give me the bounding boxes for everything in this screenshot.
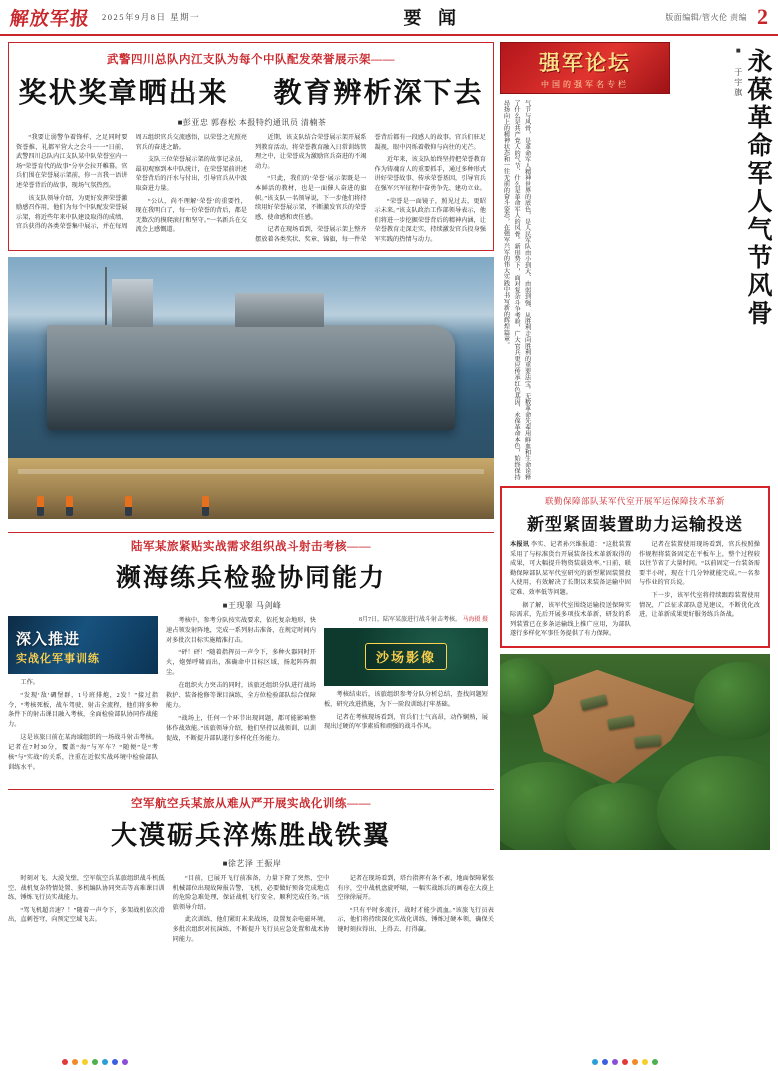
sailor-figure xyxy=(125,496,132,516)
color-dot xyxy=(82,1059,88,1065)
divider xyxy=(8,789,494,790)
sand-caption-credit: 马海摄 摄 xyxy=(462,616,488,623)
color-dot xyxy=(102,1059,108,1065)
ship-mast xyxy=(105,267,107,330)
right-column xyxy=(500,42,770,1069)
navy-ship-photo xyxy=(8,257,494,519)
commentary-body: 气节与风骨，是革命军人精神世界的底色，是人民军队由小到大、由弱到强、从胜利走向胜利的重要法宝。无数革命先辈用鲜血和生命诠释了什么是共产党人的气节、什么是革命军人的风骨。新形势下，面对复杂斗争考验，广大官兵更应传承红色基因、永葆革命本色，始终保持昂扬向上的精神状态和一往无前的奋斗姿态，在强军兴军的伟大实践中书写新的辉煌篇章。 xyxy=(502,100,531,480)
footer-color-bar-right xyxy=(592,1059,658,1065)
air-para: “目前，已展开飞行前准备，力量下降了突然，空中机械部位出现故障报告警，飞机，必要做好预备完成地点的危险急难处理，保证战机飞行安全、顺利完成任务。”该旅领导介绍。 xyxy=(172,875,330,911)
tree-canopy xyxy=(694,662,770,740)
logistics-shoulder-headline: 联勤保障部队某军代室开展军运保障技术革新 xyxy=(544,496,725,506)
lead-para: “荣誉是一面镜子，照见过去，更昭示未来。”该支队政治工作部领导表示，他们将进一步挖掘荣誉背后的精神内涵，让荣誉教育走深走实，持续激发官兵投身强军实践的热情与动力。 xyxy=(374,197,486,244)
sailor-figure xyxy=(66,496,73,516)
logistics-para: 据了解，该军代室围绕运输投送保障实际需求，先后开展多项技术革新，研发的系列装置已在多条运输线上推广应用，为部队遂行多样化军事任务提供了有力保障。 xyxy=(510,601,631,638)
sea-para: 在组织火力突击的同时，该旅还组织分队进行战场救护、装备抢修等课目演练，全方位检验部队综合保障能力。 xyxy=(166,682,316,710)
commentary-banner-subtitle: 中国的强军名专栏 xyxy=(541,79,629,89)
sea-para: “发现‘敌’碉堡群，1号班排炮，2发！”接过指令，“考核死板，战车驾驶、射击全流程，他们将多种条件下的射击课目融入考核，全面检验部队协同作战能力。 xyxy=(8,691,158,729)
logistics-body xyxy=(510,540,760,639)
air-para: “只有平时多流汗，战时才能少流血。”该旅飞行员表示，他们将持续深化实战化训练，锤炼过硬本领，确保关键时刻拉得出、上得去、打得赢。 xyxy=(337,906,494,934)
color-dot xyxy=(652,1059,658,1065)
air-para: “驾飞机超音速？！”随着一声令下，多架战机依次滑出，直刺苍穹，向预定空域飞去。 xyxy=(8,906,165,924)
sea-training-article xyxy=(8,527,494,776)
lead-para: 记者在现场看到，荣誉展示架上整齐摆放着各类奖状、奖章、锦旗，每一件荣誉背后都有一段感人的故事。官兵们驻足凝视，眼中闪烁着敬仰与向往的光芒。 xyxy=(255,134,486,244)
lead-para: “公认，尚不理解‘荣誉’的重要性，现在我明白了，每一份荣誉的背后，都是无数次的摸爬滚打和坚守。”一名新兵在交流会上感慨道。 xyxy=(135,197,247,234)
color-dot xyxy=(632,1059,638,1065)
lead-byline xyxy=(16,117,486,128)
sea-byline xyxy=(8,600,494,611)
lead-para: 近期，该支队结合荣誉展示架开展系列教育活动，将荣誉教育融入日常训练管理之中，让荣誉成为激励官兵奋进的不竭动力。 xyxy=(255,134,367,170)
sea-body-col-2 xyxy=(166,616,316,744)
lead-para: 支队三位荣誉展示架的故事记录员，最初观察到本中队统计，在荣誉架前讲述荣誉背后的汗水与付出，引导官兵从中汲取奋进力量。 xyxy=(135,156,247,193)
lead-para: “只此，我们的‘荣誉’展示架既是一本鲜活的教材，也是一面催人奋进的旗帜。”该支队一名领导说，下一步他们将持续用好荣誉展示架，不断激发官兵的荣誉感、使命感和责任感。 xyxy=(255,175,367,221)
commentary-banner-title: 强军论坛 xyxy=(539,50,631,75)
training-promo-subtitle: 实战化军事训练 xyxy=(16,652,100,665)
commentary-headline: 永葆革命军人气节风骨 xyxy=(744,48,771,328)
logistics-para: 记者在装置使用现场看到，官兵按照操作规程将装备固定在平板车上，整个过程较以往节省了大量时间。“以前固定一台装备需要半小时，现在十几分钟就能完成。”一名参与作业的官兵说。 xyxy=(639,541,760,587)
lead-para: 近年来，该支队始终坚持把荣誉教育作为铸魂育人的重要抓手，通过多种形式讲好荣誉故事、传承荣誉基因，引导官兵在强军兴军征程中奋勇争先、建功立业。 xyxy=(374,156,486,193)
air-para: 记者在现场看到，塔台指挥有条不紊，地面保障紧张有序，空中战机盘旋呼啸，一幅实战练兵的画卷在大漠上空徐徐展开。 xyxy=(337,875,494,902)
logistics-lead-para xyxy=(510,540,631,598)
lead-headline-part-b: 教育辨析深下去 xyxy=(273,78,484,109)
commentary-banner xyxy=(500,42,670,94)
sea-para: 工作。 xyxy=(20,678,39,686)
color-dot xyxy=(62,1059,68,1065)
color-dot xyxy=(642,1059,648,1065)
air-headline: 大漠砺兵淬炼胜战铁翼 xyxy=(110,821,391,850)
lead-byline-text: ■彭亚忠 郭春松 本报特约通讯员 清楠茶 xyxy=(177,118,327,127)
sailor-figure xyxy=(37,496,44,516)
publication-date: 2025年9月8日 星期一 xyxy=(102,12,201,22)
sea-shoulder-headline: 陆军某旅紧贴实战需求组织战斗射击考核—— xyxy=(131,540,371,553)
lead-para: “我要让弱警争着锋样，之足同时要资誉推，礼都军营大之会斗一一”日前，武警四川总队内江支队某中队荣誉室内一场“荣誉育代的故事”分享会拉开帷幕。官兵们围在荣誉展示架前，你一言我一语讲述荣誉背后的故事，现场气氛热烈。 xyxy=(16,134,128,190)
sand-photo-caption xyxy=(324,616,488,625)
section-title: 要 闻 xyxy=(403,8,462,28)
logistics-para: 下一步，该军代室将持续跟踪装置使用情况，广泛征求部队意见建议，不断优化改进，让革新成果更好服务练兵备战。 xyxy=(639,592,760,619)
training-promo-title: 深入推进 xyxy=(16,631,81,648)
sea-para: 这是该旅日前在某海域组织的一场战斗射击考核。记者在7时30分，覆盖“海”与军车？“随便”是“考核”与“实战”的关系，注重在近似实战环境中检验部队训练水平。 xyxy=(8,734,158,772)
lead-headline-part-a: 奖状奖章晒出来 xyxy=(18,78,229,109)
air-para: 此次训练，他们紧盯未来战场，设置复杂电磁环境，多批次组织对抗演练，不断提升飞行员应急处置和战术协同能力。 xyxy=(172,916,330,943)
color-dot xyxy=(602,1059,608,1065)
sea-byline-text: ■王现睾 马剑峰 xyxy=(222,600,282,610)
masthead xyxy=(0,0,778,36)
sea-body-col-3 xyxy=(324,690,488,733)
sand-caption-text: 8月7日，陆军某旅进行战斗射击考核。 xyxy=(358,616,461,623)
sea-para: 考核中，参考分队按实战要求，依托复杂地形，快速占领发射阵地，完成一系列射击准备，在规定时间内对多批次目标实施精准打击。 xyxy=(166,616,316,644)
sand-video-badge: 沙场影像 xyxy=(365,643,447,670)
commentary-right xyxy=(670,42,770,378)
lead-para: 该支队领导介绍，为更好发挥荣誉激励感召作用，他们为每个中队配发荣誉展示架，将近些年来中队建设取得的成绩、官兵获得的各类荣誉集中展示，并在每周周五组织官兵交流感悟，以荣誉之光照亮官兵的奋进之路。 xyxy=(16,134,247,231)
training-promo-photo xyxy=(8,616,158,674)
logistics-headline: 新型紧固装置助力运输投送 xyxy=(527,515,743,534)
color-dot xyxy=(122,1059,128,1065)
air-body xyxy=(8,874,494,944)
sand-video-photo xyxy=(324,628,488,686)
newspaper-logo: 解放军报 xyxy=(8,8,91,30)
logistics-lead-byline: 李实、记者孙兴维报道： xyxy=(530,541,602,548)
lead-article xyxy=(8,42,494,251)
foreground-deck xyxy=(8,458,494,518)
lead-headline xyxy=(16,71,486,111)
divider xyxy=(8,532,494,533)
editor-credit: 版面编辑/管火伦 责编 xyxy=(665,12,747,22)
footer-color-bar-left xyxy=(62,1059,128,1065)
logistics-lead-text: “这批装置采用了与标准货台开展装备技术革新取得的成果，可大幅提升物资装载效率。”日前，联勤保障部队某军代室研究的新型紧固装置投入使用，有效解决了长期以来装备运输中固定难、效率低等问题。 xyxy=(510,541,632,597)
commentary-left xyxy=(500,42,670,480)
commentary-block xyxy=(500,42,770,480)
sea-middle-col xyxy=(166,616,316,776)
sea-para: “砰！砰！”随着指挥员一声令下，多种火器同时开火，炮弹呼啸而出，准确命中目标区域，扬起阵阵烟尘。 xyxy=(166,649,316,677)
tree-canopy xyxy=(657,756,770,850)
logistics-lead-label: 本报讯 xyxy=(510,541,530,548)
ship-hull xyxy=(47,325,455,430)
page-content xyxy=(0,36,778,1069)
left-column xyxy=(8,42,494,1069)
sea-para: 记者在考核现场看到，官兵们士气高昂，动作娴熟，展现出过硬的军事素质和顽强的战斗作风。 xyxy=(324,713,488,731)
color-dot xyxy=(72,1059,78,1065)
air-byline-text: ■徐艺泽 王振岸 xyxy=(222,859,282,868)
forest-convoy-photo xyxy=(500,654,770,850)
commentary-byline: ■ 于宇旗 xyxy=(733,46,743,98)
color-dot xyxy=(612,1059,618,1065)
air-shoulder-headline: 空军航空兵某旅从难从严开展实战化训练—— xyxy=(131,798,371,810)
logistics-article xyxy=(500,486,770,648)
lead-shoulder-headline: 武警四川总队内江支队为每个中队配发荣誉展示架—— xyxy=(107,54,395,66)
sea-right-col xyxy=(324,616,488,776)
color-dot xyxy=(592,1059,598,1065)
sailor-figure xyxy=(202,496,209,516)
sea-headline: 濒海练兵检验协同能力 xyxy=(115,564,386,592)
sea-body-col-1 xyxy=(8,678,158,773)
lead-body xyxy=(16,133,486,245)
air-force-article xyxy=(8,784,494,944)
air-para: 时刻对飞、大漠戈壁，空军航空兵某旅组织战斗机低空、战机复杂特情处置、多机编队协同突击等高难课目训练，锤炼飞行员实战能力。 xyxy=(8,875,165,902)
color-dot xyxy=(622,1059,628,1065)
sea-para: 考核结束后，该旅组织参考分队分析总结，查找问题短板，研究改进措施，为下一阶段训练打牢基础。 xyxy=(324,690,488,708)
page-number: 2 xyxy=(757,4,768,29)
color-dot xyxy=(92,1059,98,1065)
air-byline xyxy=(8,858,494,869)
sea-left-media xyxy=(8,616,158,776)
sea-para: “战场上，任何一个环节出现问题，都可能影响整体作战效能。”该旅领导介绍，他们坚持以战领训、以训促战，不断提升部队遂行多样化任务能力。 xyxy=(166,715,316,742)
sea-article-layout xyxy=(8,616,494,776)
color-dot xyxy=(112,1059,118,1065)
